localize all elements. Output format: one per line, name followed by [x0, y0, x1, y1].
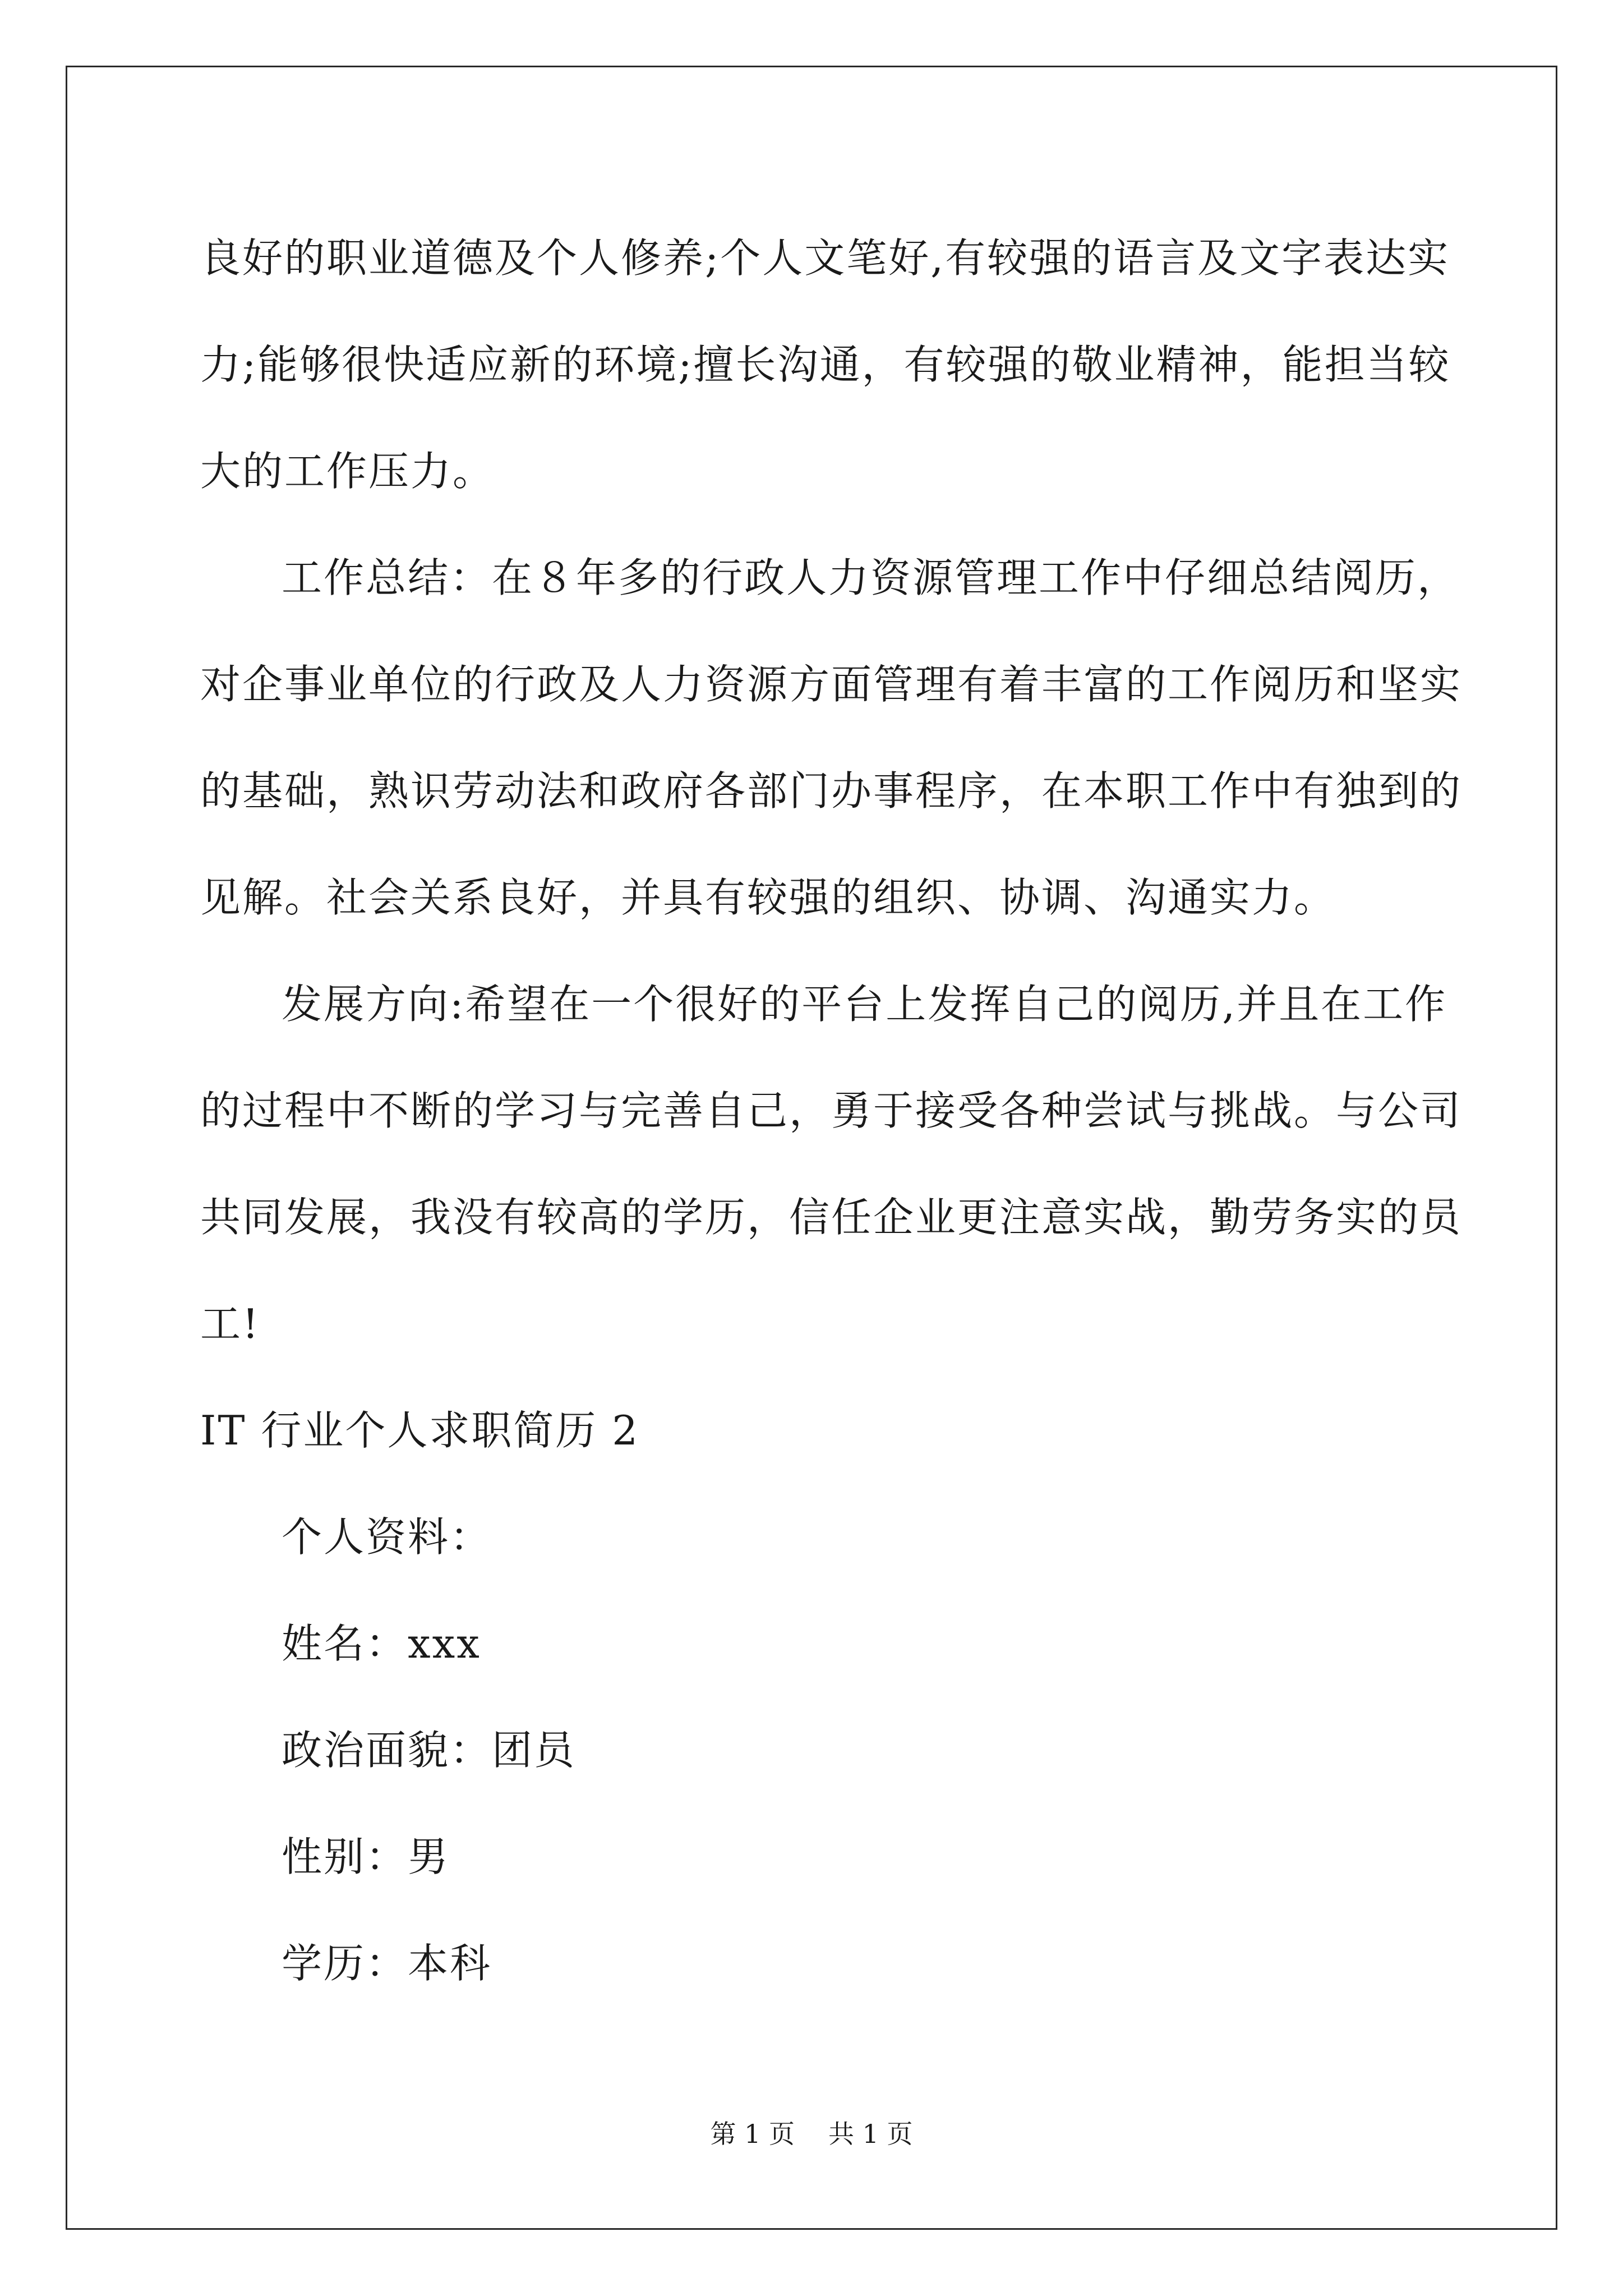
page-footer	[0, 2114, 1623, 2151]
text-line: 的过程中不断的学习与完善自己，勇于接受各种尝试与挑战。与公司	[200, 1087, 1463, 1134]
profile-political-status: 政治面貌：团员	[282, 1727, 577, 1774]
text-line: 工!	[200, 1300, 260, 1347]
text-line: 的基础，熟识劳动法和政府各部门办事程序，在本职工作中有独到的	[200, 767, 1463, 815]
document-body	[200, 205, 1463, 2017]
profile-education: 学历：本科	[282, 1940, 492, 1987]
profile-gender: 性别：男	[282, 1833, 450, 1880]
text-line: 力;能够很快适应新的环境;擅长沟通，有较强的敬业精神，能担当较	[200, 341, 1451, 388]
text-line: 工作总结：在８年多的行政人力资源管理工作中仔细总结阅历，	[282, 554, 1460, 601]
text-line: 大的工作压力。	[200, 448, 495, 495]
text-line: 发展方向:希望在一个很好的平台上发挥自己的阅历,并且在工作	[282, 981, 1447, 1028]
text-line: 共同发展，我没有较高的学历，信任企业更注意实战，勤劳务实的员	[200, 1194, 1463, 1241]
profile-heading: 个人资料：	[282, 1513, 492, 1561]
page-number-current: 第 1 页	[710, 2119, 795, 2149]
text-line: 良好的职业道德及个人修养;个人文笔好,有较强的语言及文字表达实	[200, 234, 1450, 282]
section-title: IT 行业个人求职简历 2	[200, 1407, 640, 1454]
page-number-total: 共 1 页	[828, 2119, 913, 2149]
paragraph-development-direction	[200, 951, 1463, 1377]
paragraph-work-summary	[200, 524, 1463, 951]
text-line: 对企事业单位的行政及人力资源方面管理有着丰富的工作阅历和坚实	[200, 661, 1463, 708]
profile-name: 姓名：xxx	[282, 1620, 481, 1667]
text-line: 见解。社会关系良好，并具有较强的组织、协调、沟通实力。	[200, 874, 1336, 921]
profile-section	[200, 1484, 1428, 2017]
paragraph-personal-qualities	[200, 205, 1451, 524]
